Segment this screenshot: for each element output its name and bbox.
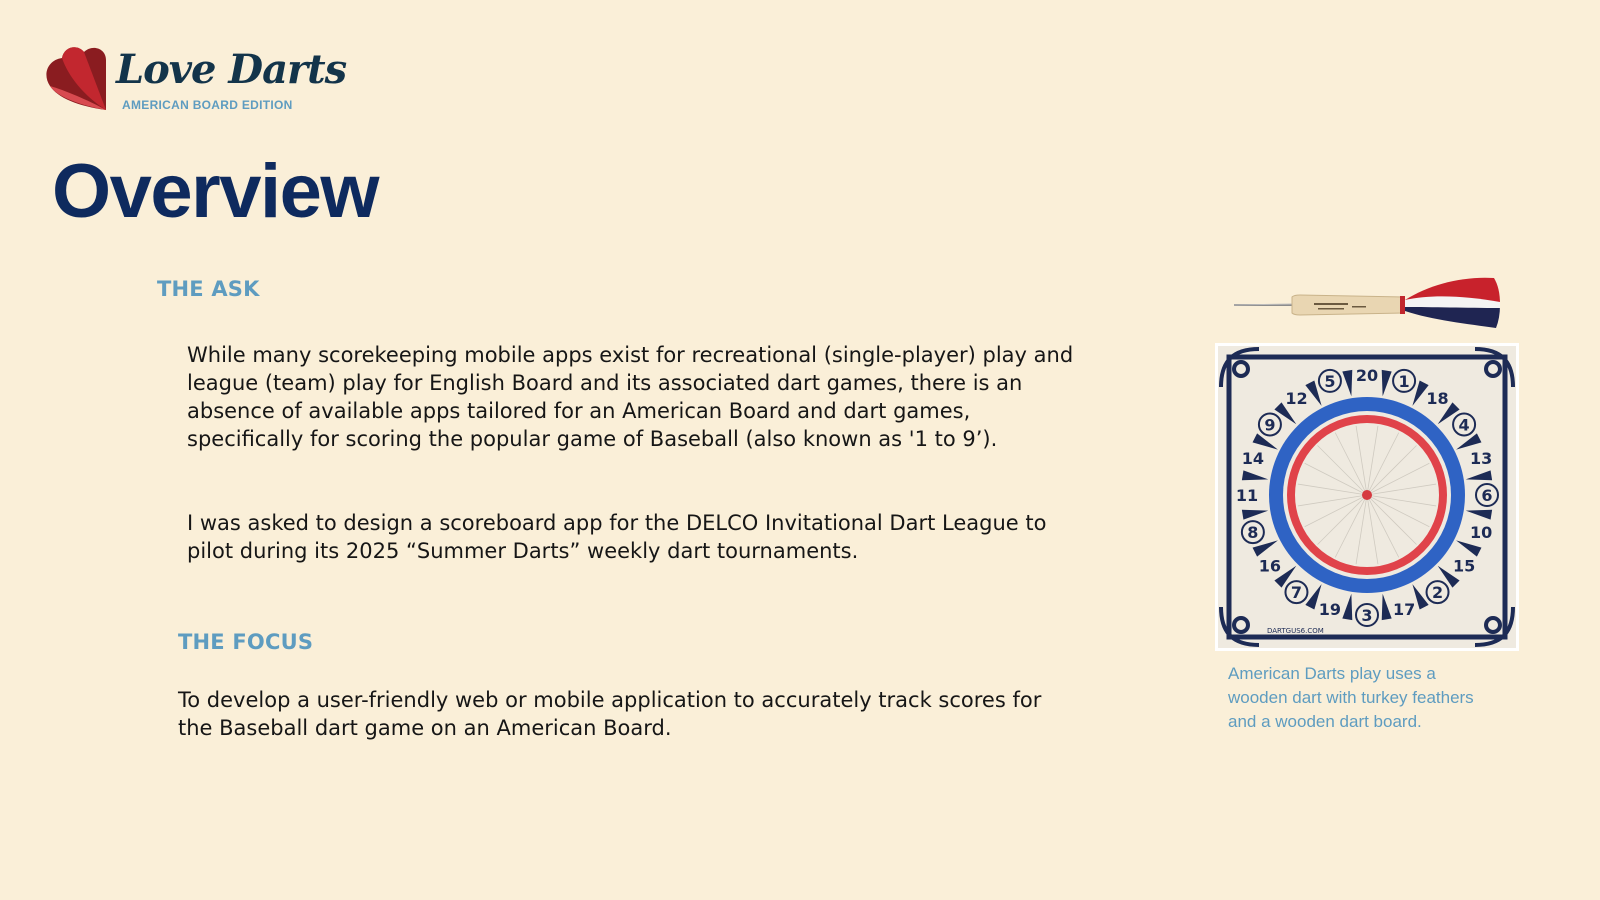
board-number: 5 [1324,371,1336,391]
board-number: 4 [1458,415,1470,435]
dartboard-image [1215,343,1519,651]
ask-paragraph-1: While many scorekeeping mobile apps exist for recreational (single-player) play and league (team) play for English Board and its associated dart games, there is an absence of available apps tailored for an American Board and dart games, specifically for scoring the popular game of Baseball (also known as '1 to 9’). [187,343,1074,451]
ask-heading: THE ASK [157,277,260,301]
board-number: 20 [1355,366,1379,385]
logo-wordmark: Love Darts [116,46,347,93]
board-number: 19 [1318,600,1342,620]
heart-logo-icon [44,46,110,112]
board-number: 18 [1426,388,1449,408]
board-number: 2 [1431,583,1444,603]
focus-paragraph: To develop a user-friendly web or mobile application to accurately track scores for the Baseball dart game on an American Board. [178,688,1042,740]
board-number: 1 [1398,371,1410,391]
board-number: 17 [1392,600,1416,620]
board-number: 14 [1241,448,1265,468]
board-number: 13 [1469,448,1493,468]
board-number: 10 [1469,523,1493,543]
board-number: 11 [1235,486,1259,505]
board-number: 6 [1481,486,1493,505]
board-number: 7 [1290,583,1303,603]
board-number: 12 [1285,388,1308,408]
logo-subtitle: AMERICAN BOARD EDITION [122,98,293,112]
board-number: 16 [1258,556,1282,576]
image-caption: American Darts play uses a wooden dart with turkey feathers and a wooden dart board. [1228,664,1474,731]
page-title: Overview [52,149,378,234]
board-number: 15 [1452,556,1476,576]
logo [44,44,347,116]
board-number: 3 [1361,606,1373,625]
board-number: 9 [1264,415,1276,435]
board-number: 8 [1247,523,1259,543]
dart-icon [1234,276,1502,332]
ask-paragraph-2: I was asked to design a scoreboard app for the DELCO Invitational Dart League to pilot during its 2025 “Summer Darts” weekly dart tournaments. [187,511,1047,563]
board-footer: DARTGUS6.COM [1267,627,1324,635]
focus-heading: THE FOCUS [178,630,314,654]
